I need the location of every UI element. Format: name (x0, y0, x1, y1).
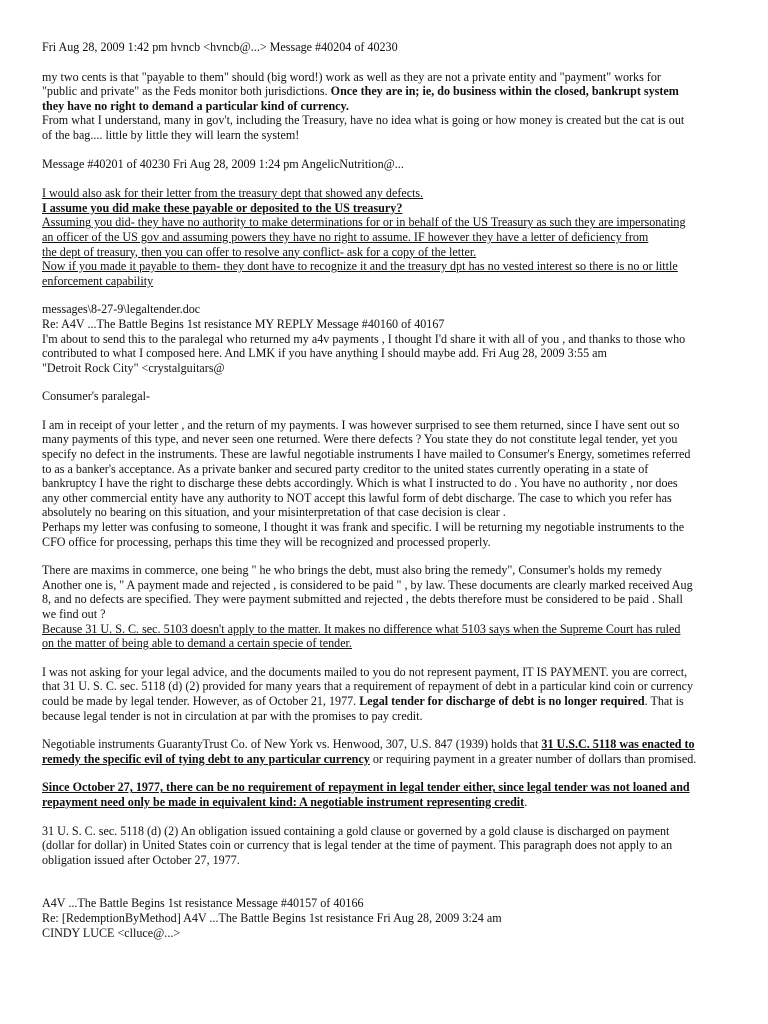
text-segment: because legal tender is not in circulation at par with the promises to pay credit. (42, 708, 423, 723)
text-line (42, 636, 732, 651)
text-line (42, 157, 732, 172)
paragraph-gap (42, 143, 732, 157)
text-segment: Because 31 U. S. C. sec. 5103 doesn't apply to the matter. It makes no difference what 5103 says when the Supreme Court has ruled (42, 621, 681, 636)
email-document (42, 40, 732, 940)
text-line (42, 70, 732, 85)
paragraph (42, 70, 732, 143)
paragraph-gap (42, 375, 732, 389)
text-segment: 31 U. S. C. sec. 5118 (d) (2) An obligation issued containing a gold clause or governed by a gold clause is discharged on payment (42, 823, 670, 838)
paragraph (42, 302, 732, 375)
text-line (42, 84, 732, 99)
text-segment: Message #40201 of 40230 Fri Aug 28, 2009 1:24 pm AngelicNutrition@... (42, 156, 404, 171)
text-line (42, 578, 732, 593)
text-segment: Since October 27, 1977, there can be no requirement of repayment in legal tender either, since legal tender was not loaned and (42, 780, 690, 795)
text-segment: of the bag.... little by little they will learn the system! (42, 127, 300, 142)
text-line (42, 113, 732, 128)
text-line (42, 302, 732, 317)
text-line (42, 215, 732, 230)
paragraph-gap (42, 882, 732, 896)
text-segment: remedy the specific evil of tying debt to any particular currency (42, 751, 370, 766)
text-segment: or requiring payment in a greater number of dollars than promised. (369, 751, 697, 766)
paragraph-gap (42, 810, 732, 824)
text-segment: A4V ...The Battle Begins 1st resistance Message #40157 of 40166 (42, 896, 364, 911)
text-line (42, 520, 732, 535)
text-segment: to as a banker's acceptance. As a private banker and secured party creditor to the united states currently operating in a state of (42, 461, 649, 476)
text-segment: many payments of this type, and never seen one returned. Were there defects ? You state they do not constitute legal tender, yet you (42, 432, 678, 447)
text-segment: I assume you did make these payable or deposited to the US treasury? (42, 200, 403, 215)
text-line (42, 259, 732, 274)
text-line (42, 99, 732, 114)
text-segment: that 31 U. S. C. sec. 5118 (d) (2) provided for many years that a requirement of repayment of debt in a particular kind coin or currency (42, 679, 694, 694)
paragraph (42, 824, 732, 868)
text-segment: I was not asking for your legal advice, and the documents mailed to you do not represent payment, IT IS PAYMENT. you are correct, (42, 664, 688, 679)
text-line (42, 462, 732, 477)
paragraph (42, 418, 732, 549)
text-segment: we find out ? (42, 607, 106, 621)
text-line (42, 896, 732, 911)
paragraph (42, 737, 732, 766)
text-line (42, 505, 732, 520)
text-segment: on the matter of being able to demand a certain specie of tender. (42, 636, 352, 651)
text-line (42, 752, 732, 767)
text-line (42, 476, 732, 491)
text-line (42, 709, 732, 724)
text-segment: There are maxims in commerce, one being " he who brings the debt, must also bring the remedy", Consumer's holds my remedy (42, 563, 662, 578)
text-line (42, 186, 732, 201)
text-segment: my two cents is that "payable to them" should (big word!) work as well as they are not a private entity and "payment" works for (42, 69, 661, 84)
text-line (42, 332, 732, 347)
text-segment: I am in receipt of your letter , and the return of my payments. I was however surprised to see them returned, since I have sent out so (42, 417, 680, 432)
text-line (42, 665, 732, 680)
text-segment: absolutely no bearing on this situation, and your misinterpretation of that case decision is clear . (42, 505, 506, 520)
text-line (42, 361, 732, 376)
text-segment: enforcement capability (42, 273, 154, 288)
text-line (42, 563, 732, 578)
text-segment: they have no right to demand a particular kind of currency. (42, 98, 349, 113)
text-line (42, 245, 732, 260)
text-line (42, 607, 732, 622)
paragraph-gap (42, 723, 732, 737)
text-segment: Consumer's paralegal- (42, 389, 150, 404)
paragraph-gap (42, 171, 732, 186)
text-line (42, 911, 732, 926)
text-segment: Another one is, " A payment made and rejected , is considered to be paid " , by law. These documents are clearly marked received Aug (42, 577, 693, 592)
text-line (42, 535, 732, 550)
paragraph-gap (42, 766, 732, 780)
text-segment: I'm about to send this to the paralegal who returned my a4v payments , I thought I'd share it with all of you , and thanks to those who (42, 331, 686, 346)
text-segment: Re: A4V ...The Battle Begins 1st resistance MY REPLY Message #40160 of 40167 (42, 316, 445, 331)
text-line (42, 432, 732, 447)
text-segment: Once they are in; ie, do business within the closed, bankrupt system (330, 84, 679, 99)
text-line (42, 838, 732, 853)
paragraph-gap (42, 651, 732, 665)
text-segment: any other commercial entity have any authority to NOT accept this lawful form of debt discharge. The case to which you refer has (42, 490, 672, 505)
text-segment: "public and private" as the Feds monitor both jurisdictions. (42, 84, 331, 99)
text-segment: "Detroit Rock City" <crystalguitars@ (42, 360, 225, 375)
text-segment: From what I understand, many in gov't, including the Treasury, have no idea what is going or how money is created but the cat is out (42, 113, 685, 128)
paragraph-gap (42, 549, 732, 563)
paragraph (42, 665, 732, 723)
paragraph-gap (42, 288, 732, 302)
paragraph (42, 563, 732, 651)
text-segment: Negotiable instruments GuarantyTrust Co. of New York vs. Henwood, 307, U.S. 847 (1939) holds that (42, 737, 542, 752)
text-segment: . (524, 794, 528, 809)
paragraph (42, 186, 732, 288)
text-segment: messages\8-27-9\legaltender.doc (42, 302, 201, 317)
text-segment: an officer of the US gov and assuming powers they have no right to assume. IF however they have a letter of deficiency from (42, 229, 649, 244)
paragraph-gap (42, 55, 732, 70)
paragraph (42, 780, 732, 809)
paragraph-gap (42, 404, 732, 418)
text-line (42, 317, 732, 332)
text-line (42, 780, 732, 795)
text-line (42, 389, 732, 404)
text-segment: I would also ask for their letter from the treasury dept that showed any defects. (42, 186, 424, 201)
text-line (42, 274, 732, 289)
text-segment: CINDY LUCE <clluce@...> (42, 925, 181, 940)
paragraph (42, 157, 732, 172)
text-line (42, 795, 732, 810)
text-segment: Assuming you did- they have no authority to make determinations for or in behalf of the US Treasury as such they are impersonating (42, 215, 686, 230)
text-segment: could be made by legal tender. However, as of October 21, 1977. (42, 693, 360, 708)
text-line (42, 622, 732, 637)
paragraph-gap (42, 867, 732, 882)
text-line (42, 824, 732, 839)
text-segment: Now if you made it payable to them- they dont have to recognize it and the treasury dpt has no vested interest so there is no or little (42, 259, 678, 274)
text-line (42, 926, 732, 941)
text-line (42, 694, 732, 709)
text-segment: CFO office for processing, perhaps this time they will be recognized and processed properly. (42, 534, 491, 549)
text-segment: Fri Aug 28, 2009 1:42 pm hvncb <hvncb@...> Message #40204 of 40230 (42, 40, 398, 54)
text-line (42, 230, 732, 245)
text-line (42, 447, 732, 462)
text-line (42, 201, 732, 216)
text-segment: repayment need only be made in equivalent kind: A negotiable instrument representing credit (42, 794, 525, 809)
text-line (42, 679, 732, 694)
text-segment: the dept of treasury, then you can offer to resolve any conflict- ask for a copy of the letter. (42, 244, 477, 259)
text-line (42, 128, 732, 143)
paragraph (42, 40, 732, 55)
text-segment: 8, and no defects are specified. They were payment submitted and rejected , the debts therefore must be considered to be paid . Shall (42, 592, 683, 607)
paragraph (42, 389, 732, 404)
text-line (42, 592, 732, 607)
text-segment: Perhaps my letter was confusing to someone, I thought it was frank and specific. I will be returning my negotiable instruments to the (42, 520, 685, 535)
paragraph (42, 896, 732, 940)
text-line (42, 40, 732, 55)
text-segment: contributed to what I composed here. And LMK if you have anything I should maybe add. Fri Aug 28, 2009 3:55 am (42, 346, 607, 361)
text-segment: obligation issued after October 27, 1977. (42, 852, 240, 867)
text-line (42, 346, 732, 361)
text-segment: Re: [RedemptionByMethod] A4V ...The Battle Begins 1st resistance Fri Aug 28, 2009 3:24 am (42, 910, 502, 925)
text-segment: 31 U.S.C. 5118 was enacted to (541, 737, 695, 752)
text-segment: specify no defect in the instruments. These are lawful negotiable instruments I have mailed to Consumer's Energy, sometimes referred (42, 447, 691, 462)
text-line (42, 491, 732, 506)
text-segment: (dollar for dollar) in United States coin or currency that is legal tender at the time of payment. This paragraph does not apply to an (42, 838, 673, 853)
text-segment: bankruptcy I have the right to discharge these debts accordingly. Which is what I instructed to do . You have no authority , nor does (42, 476, 678, 491)
text-segment: . That is (644, 693, 684, 708)
text-segment: Legal tender for discharge of debt is no longer required (359, 693, 645, 708)
text-line (42, 853, 732, 868)
text-line (42, 737, 732, 752)
text-line (42, 418, 732, 433)
